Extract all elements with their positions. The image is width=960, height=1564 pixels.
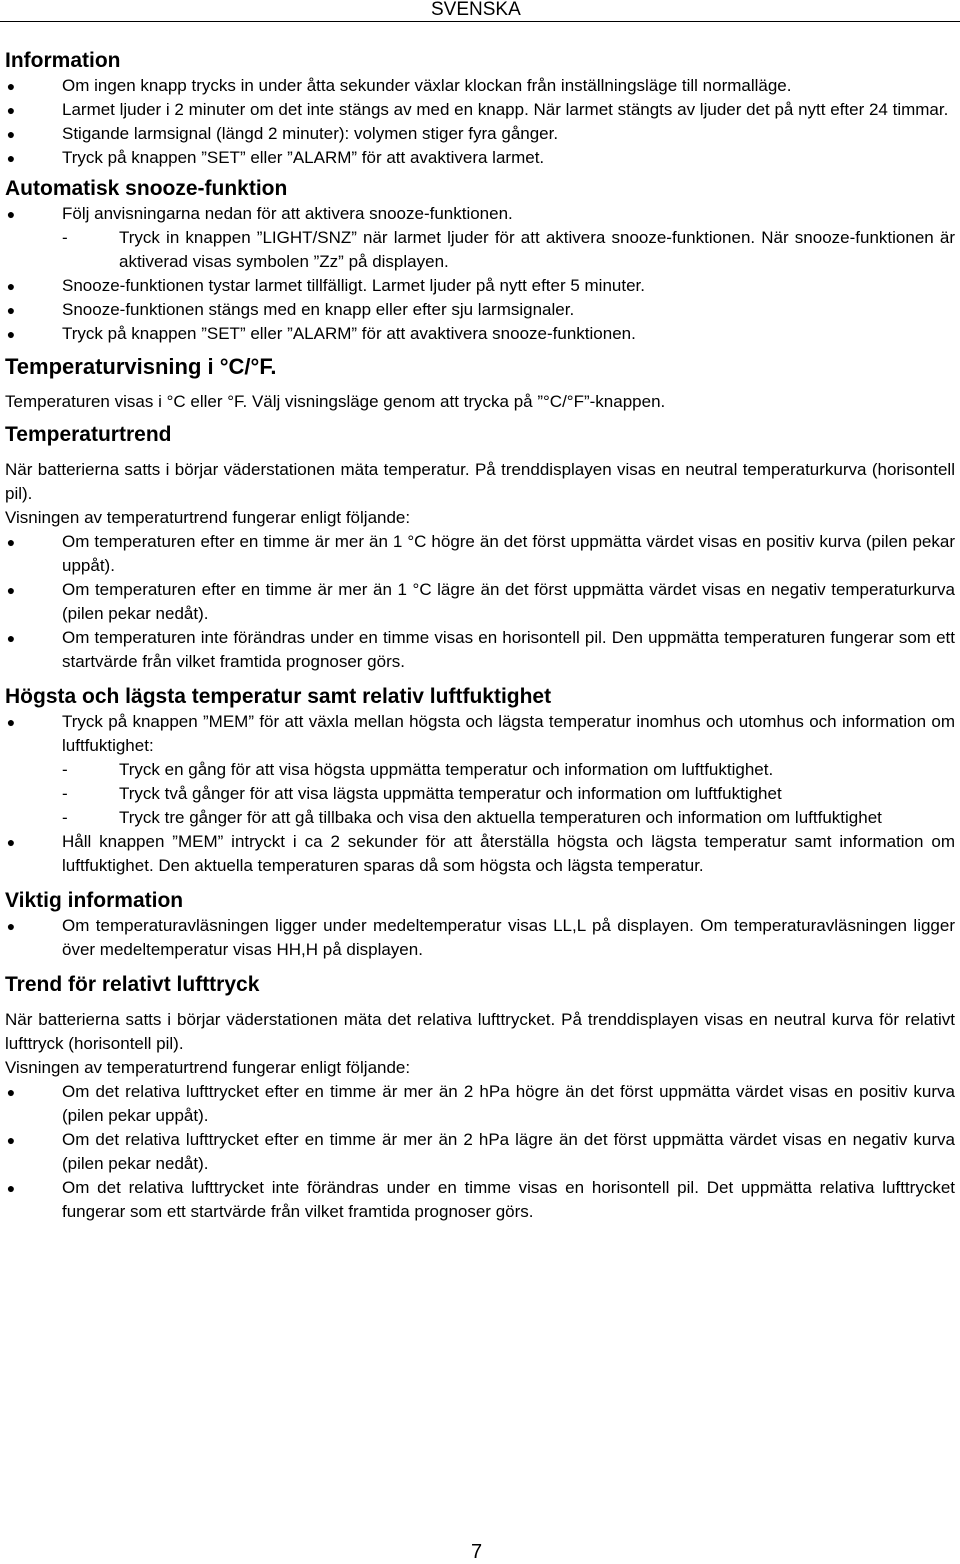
heading-temp-trend: Temperaturtrend xyxy=(5,423,172,446)
temp-trend-text-1: När batterierna satts i börjar väderstationen mäta temperatur. På trenddisplayen visas en neutral temperaturkurva (horisontell pil). xyxy=(5,460,955,503)
important-list xyxy=(5,914,955,962)
bullet-icon: ● xyxy=(6,582,16,598)
list-item: ● Om temperaturen efter en timme är mer än 1 °C högre än det först uppmätta värdet visas en positiv kurva (pilen pekar uppåt). xyxy=(6,532,955,575)
list-item: ● Stigande larmsignal (längd 2 minuter): volymen stiger fyra gånger. xyxy=(5,122,955,146)
heading-snooze: Automatisk snooze-funktion xyxy=(5,177,288,200)
temp-trend-text-2: Visningen av temperaturtrend fungerar enligt följande: xyxy=(5,508,411,527)
information-list xyxy=(5,74,955,170)
bullet-icon: ● xyxy=(6,326,16,342)
sub-list-item: - Tryck in knappen ”LIGHT/SNZ” när larmet ljuder för att aktivera snooze-funktionen. När snooze-funktionen är aktiverad visas symbolen ”Zz” på displayen. xyxy=(62,228,955,271)
bullet-icon: ● xyxy=(6,126,16,142)
bullet-icon: ● xyxy=(6,1084,16,1100)
list-item: ● Snooze-funktionen tystar larmet tillfälligt. Larmet ljuder på nytt efter 5 minuter. xyxy=(5,274,955,298)
sub-list-item: - Tryck två gånger för att visa lägsta uppmätta temperatur och information om luftfuktighet xyxy=(62,784,782,803)
list-item: ● Om temperaturen inte förändras under en timme visas en horisontell pil. Den uppmätta temperaturen fungerar som ett startvärde från vilket framtida prognoser görs. xyxy=(6,628,955,671)
pressure-text-1: När batterierna satts i börjar väderstationen mäta det relativa lufttrycket. På trenddisplayen visas en neutral kurva för relativt lufttryck (horisontell pil). xyxy=(5,1010,955,1053)
list-item: ● Om ingen knapp trycks in under åtta sekunder växlar klockan från inställningsläge till normalläge. xyxy=(5,74,955,98)
bullet-icon: ● xyxy=(6,78,16,94)
bullet-icon: ● xyxy=(6,150,16,166)
minmax-sublist xyxy=(5,758,955,830)
page-number: 7 xyxy=(471,1541,483,1563)
heading-pressure: Trend för relativt lufttryck xyxy=(5,973,260,996)
list-item: ● Om temperaturen efter en timme är mer än 1 °C lägre än det först uppmätta värdet visas en negativ temperaturkurva (pilen pekar nedåt). xyxy=(6,580,955,623)
sub-list-item: - Tryck tre gånger för att gå tillbaka och visa den aktuella temperaturen och information om luftfuktighet xyxy=(62,808,882,827)
heading-information: Information xyxy=(5,49,121,72)
heading-important: Viktig information xyxy=(5,889,184,912)
bullet-icon: ● xyxy=(6,834,16,850)
bullet-icon: ● xyxy=(6,302,16,318)
bullet-icon: ● xyxy=(6,102,16,118)
sub-list-item: - Tryck en gång för att visa högsta uppmätta temperatur och information om luftfuktighet. xyxy=(62,760,774,779)
list-item: ● Följ anvisningarna nedan för att aktivera snooze-funktionen. xyxy=(5,202,955,226)
list-item: ● Tryck på knappen ”MEM” för att växla mellan högsta och lägsta temperatur inomhus och utomhus och information om luftfuktighet: xyxy=(6,712,955,755)
snooze-list-2 xyxy=(5,274,955,346)
bullet-icon: ● xyxy=(6,630,16,646)
language-label: SVENSKA xyxy=(431,0,521,20)
list-item: ● Om det relativa lufttrycket inte förändras under en timme visas en horisontell pil. Det uppmätta relativa lufttrycket fungerar som ett startvärde från vilket framtida prognoser görs. xyxy=(6,1178,955,1221)
list-item: ● Snooze-funktionen stängs med en knapp eller efter sju larmsignaler. xyxy=(5,298,955,322)
bullet-icon: ● xyxy=(6,714,16,730)
snooze-list xyxy=(5,202,955,226)
temp-display-text: Temperaturen visas i °C eller °F. Välj visningsläge genom att trycka på ”°C/°F”-knappen. xyxy=(5,392,666,411)
snooze-sublist xyxy=(5,226,955,274)
list-item: ● Om det relativa lufttrycket efter en timme är mer än 2 hPa högre än det först uppmätta värdet visas en positiv kurva (pilen pekar uppåt). xyxy=(6,1082,955,1125)
bullet-icon: ● xyxy=(6,534,16,550)
pressure-text-2: Visningen av temperaturtrend fungerar enligt följande: xyxy=(5,1058,411,1077)
pressure-list xyxy=(5,1080,955,1224)
bullet-icon: ● xyxy=(6,1132,16,1148)
bullet-icon: ● xyxy=(6,1180,16,1196)
bullet-icon: ● xyxy=(6,278,16,294)
bullet-icon: ● xyxy=(6,206,16,222)
minmax-list xyxy=(5,710,955,758)
heading-minmax: Högsta och lägsta temperatur samt relativ luftfuktighet xyxy=(5,685,552,708)
list-item: ● Tryck på knappen ”SET” eller ”ALARM” för att avaktivera larmet. xyxy=(5,146,955,170)
list-item: ● Om det relativa lufttrycket efter en timme är mer än 2 hPa lägre än det först uppmätta värdet visas en negativ kurva (pilen pekar nedåt). xyxy=(6,1130,955,1173)
page-header xyxy=(0,0,960,22)
document-body xyxy=(5,48,955,1224)
bullet-icon: ● xyxy=(6,918,16,934)
list-item: ● Om temperaturavläsningen ligger under medeltemperatur visas LL,L på displayen. Om temperaturavläsningen ligger över medeltemperatur visas HH,H på displayen. xyxy=(6,916,955,959)
temp-trend-list xyxy=(5,530,955,674)
list-item: ● Larmet ljuder i 2 minuter om det inte stängs av med en knapp. När larmet stängts av ljuder det på nytt efter 24 timmar. xyxy=(5,98,955,122)
list-item: ● Tryck på knappen ”SET” eller ”ALARM” för att avaktivera snooze-funktionen. xyxy=(5,322,955,346)
heading-temp-display: Temperaturvisning i °C/°F. xyxy=(5,354,277,379)
minmax-list-2 xyxy=(5,830,955,878)
list-item: ● Håll knappen ”MEM” intryckt i ca 2 sekunder för att återställa högsta och lägsta temperatur samt information om luftfuktighet. Den aktuella temperaturen sparas då som högsta och lägsta temperatur. xyxy=(6,832,955,875)
